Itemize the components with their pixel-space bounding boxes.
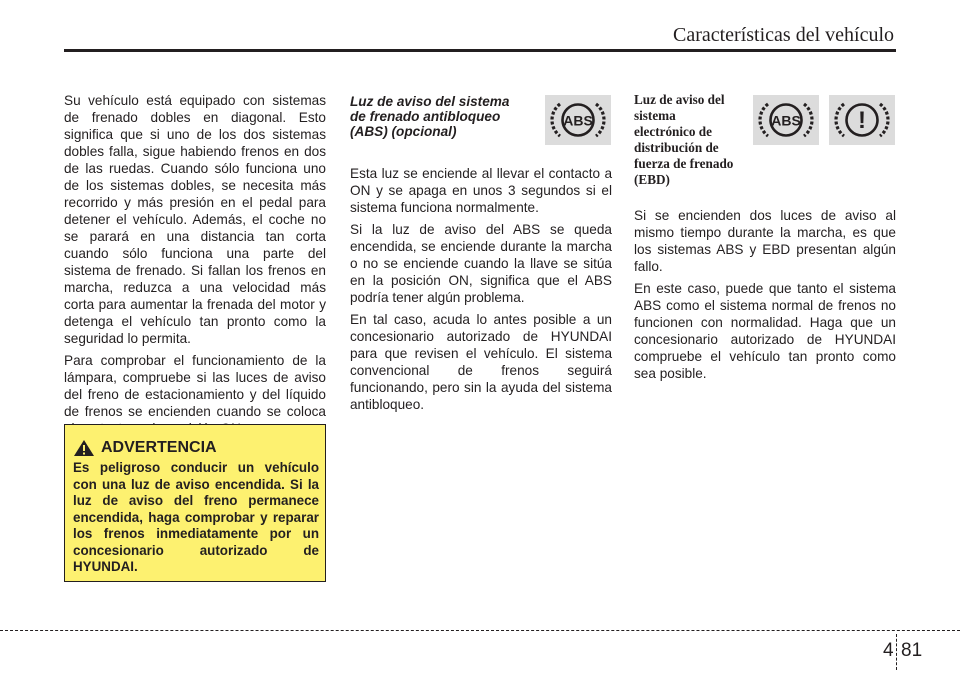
warning-title [73, 439, 319, 457]
paragraph: Para comprobar el funcionamiento de la lámpara, compruebe si las luces de aviso del freno de estacionamiento y del líquido de frenos se encienden cuando se coloca [64, 353, 326, 419]
abs-icon-label: ABS [563, 112, 593, 129]
footer-rule [0, 630, 960, 631]
page-number: 81 [901, 640, 923, 661]
header-title: Características del vehículo [672, 24, 894, 46]
abs-warning-lamp [545, 95, 611, 145]
paragraph: Si la luz de aviso del ABS se queda encendida, se enciende durante la marcha o no se enciende cuando la llave se sitúa en la posición ON, significa que el ABS podría tener algún problema. [350, 222, 612, 305]
chapter-number: 4 [883, 640, 894, 661]
paragraph: En tal caso, acuda lo antes posible a un concesionario autorizado de HYUNDAI para que revisen el vehículo. El sistema convencional de frenos seguirá funcionando, pero sin la ayuda del sistema antibloqueo. [350, 312, 612, 412]
paragraph: Su vehículo está equipado con sistemas de frenado dobles en diagonal. Esto significa que si uno de los dos sistemas dobles falla, sigue habiendo frenos en dos de las ruedas. Cuando sólo funciona uno de los sistemas dobles, se necesita más recorrido y más presión en el pedal para detener el vehículo. Además, el coche no se parará en una distancia tan corta cuando sólo funciona una parte del sistema de frenado. Si fallan los frenos en marcha, reduzca a una velocidad más corta para aumentar la frenada del motor y detenga el vehículo tan pronto como la seguridad lo permita. [64, 93, 326, 346]
abs-section-heading: Luz de aviso del sistema de frenado antibloqueo (ABS) (opcional) [350, 94, 510, 139]
brake-warning-lamp [829, 95, 895, 145]
brake-exclamation-icon [832, 98, 892, 142]
header-rule [64, 49, 896, 52]
warning-box [64, 424, 326, 582]
paragraph: En este caso, puede que tanto el sistema ABS como el sistema normal de frenos no funcionen con normalidad. Haga que un concesionario autorizado de HYUNDAI compruebe el vehículo tan pronto como sea posible. [634, 281, 896, 381]
warning-title-text: ADVERTENCIA [101, 439, 217, 456]
page-number-divider [896, 634, 897, 670]
paragraph: Si se encienden dos luces de aviso al mismo tiempo durante la marcha, es que los sistemas ABS y EBD presentan algún fallo. [634, 208, 896, 274]
abs-icon [756, 98, 816, 142]
ebd-heading-text: Luz de aviso del sistema electrónico de distribución de fuerza de frenado (EBD) [634, 92, 734, 187]
abs-icon [548, 98, 608, 142]
column-1 [64, 92, 326, 442]
warning-triangle-icon [73, 439, 95, 457]
paragraph: Esta luz se enciende al llevar el contacto a ON y se apaga en unos 3 segundos si el sistema funciona normalmente. [350, 166, 612, 215]
exclamation-label: ! [858, 107, 866, 134]
ebd-abs-warning-lamp [753, 95, 819, 145]
abs-icon-label: ABS [771, 112, 801, 129]
warning-text: Es peligroso conducir un vehículo con una luz de aviso encendida. Si la luz de aviso del freno permanece encendida, haga comprobar y reparar los frenos inmediatamente por un concesionario autorizado de HYUNDAI. [73, 460, 319, 574]
